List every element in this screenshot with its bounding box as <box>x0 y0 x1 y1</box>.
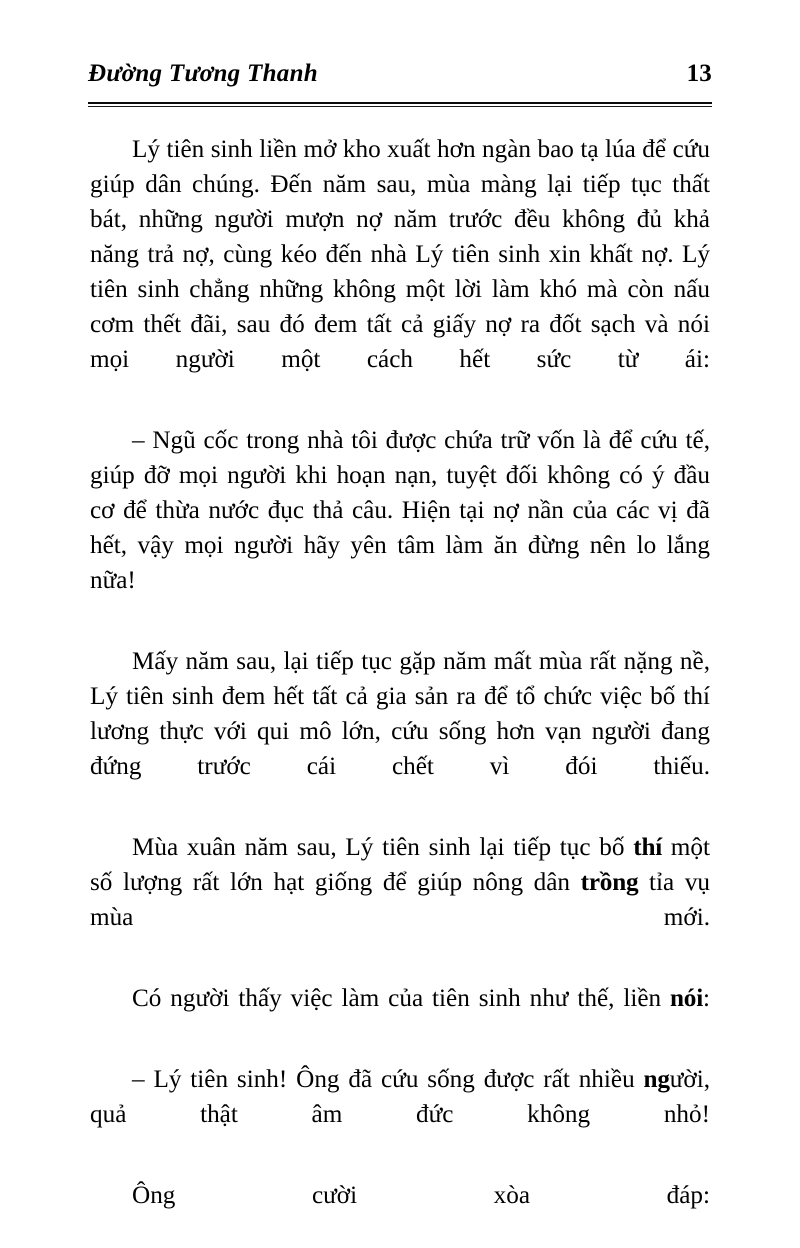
paragraph-4-inked-word-2: trồng <box>580 869 639 896</box>
rule-thick-line <box>88 102 712 104</box>
paragraph-1 <box>90 132 710 412</box>
paragraph-1-text: Lý tiên sinh liền mở kho xuất hơn ngàn bao tạ lúa để cứu giúp dân chúng. Đến năm sau, mùa màng lại tiếp tục thất bát, những người mượn nợ năm trước đều không đủ khả năng trả nợ, cùng kéo đến nhà Lý tiên sinh xin khất nợ. Lý tiên sinh chẳng những không một lời làm khó mà còn nấu cơm thết đãi, sau đó đem tất cả giấy nợ ra đốt sạch và nói mọi người một cách hết sức từ ái: <box>90 136 711 373</box>
paragraph-3 <box>90 644 710 819</box>
paragraph-6-head: – Lý tiên sinh! Ông đã cứu sống được rất nhiều <box>132 1066 644 1093</box>
paragraph-2-speech <box>90 423 710 633</box>
paragraph-6-speech <box>90 1062 710 1167</box>
header-double-rule <box>88 102 712 107</box>
paragraph-5-head: Có người thấy việc làm của tiên sinh như thế, liền <box>132 985 670 1012</box>
running-head <box>88 60 712 100</box>
page-number: 13 <box>686 60 712 87</box>
rule-thin-line <box>88 106 712 107</box>
paragraph-5-inked-word-1: nói <box>670 985 703 1012</box>
paragraph-3-text: Mấy năm sau, lại tiếp tục gặp năm mất mùa rất nặng nề, Lý tiên sinh đem hết tất cả gia sản ra để tổ chức việc bố thí lương thực với qui mô lớn, cứu sống hơn vạn người đang đứng trước cái chết vì đói thiếu. <box>90 648 710 780</box>
paragraph-5 <box>90 981 710 1051</box>
paragraph-6-inked-word-1: ng <box>643 1066 670 1093</box>
paragraph-7-text: Ông cười xòa đáp: <box>132 1182 710 1209</box>
paragraph-4-tail: tỉa vụ mùa mới. <box>90 869 711 931</box>
running-head-title: Đường Tương Thanh <box>88 60 319 87</box>
paragraph-4-head: Mùa xuân năm sau, Lý tiên sinh lại tiếp tục bố <box>132 834 634 861</box>
body-text-block <box>90 132 710 1248</box>
paragraph-6-tail: ười, quả thật âm đức không nhỏ! <box>90 1066 710 1128</box>
paragraph-4-inked-word-1: thí <box>633 834 663 861</box>
paragraph-7 <box>90 1178 710 1248</box>
paragraph-5-tail: : <box>703 985 710 1012</box>
paragraph-2-text: – Ngũ cốc trong nhà tôi được chứa trữ vốn là để cứu tế, giúp đỡ mọi người khi hoạn nạn, tuyệt đối không có ý đầu cơ để thừa nước đục thả câu. Hiện tại nợ nần của các vị đã hết, vậy mọi người hãy yên tâm làm ăn đừng nên lo lắng nữa! <box>90 427 710 594</box>
paragraph-4-mid: một số lượng rất lớn hạt giống để giúp nông dân <box>90 834 710 896</box>
paragraph-4 <box>90 830 710 970</box>
